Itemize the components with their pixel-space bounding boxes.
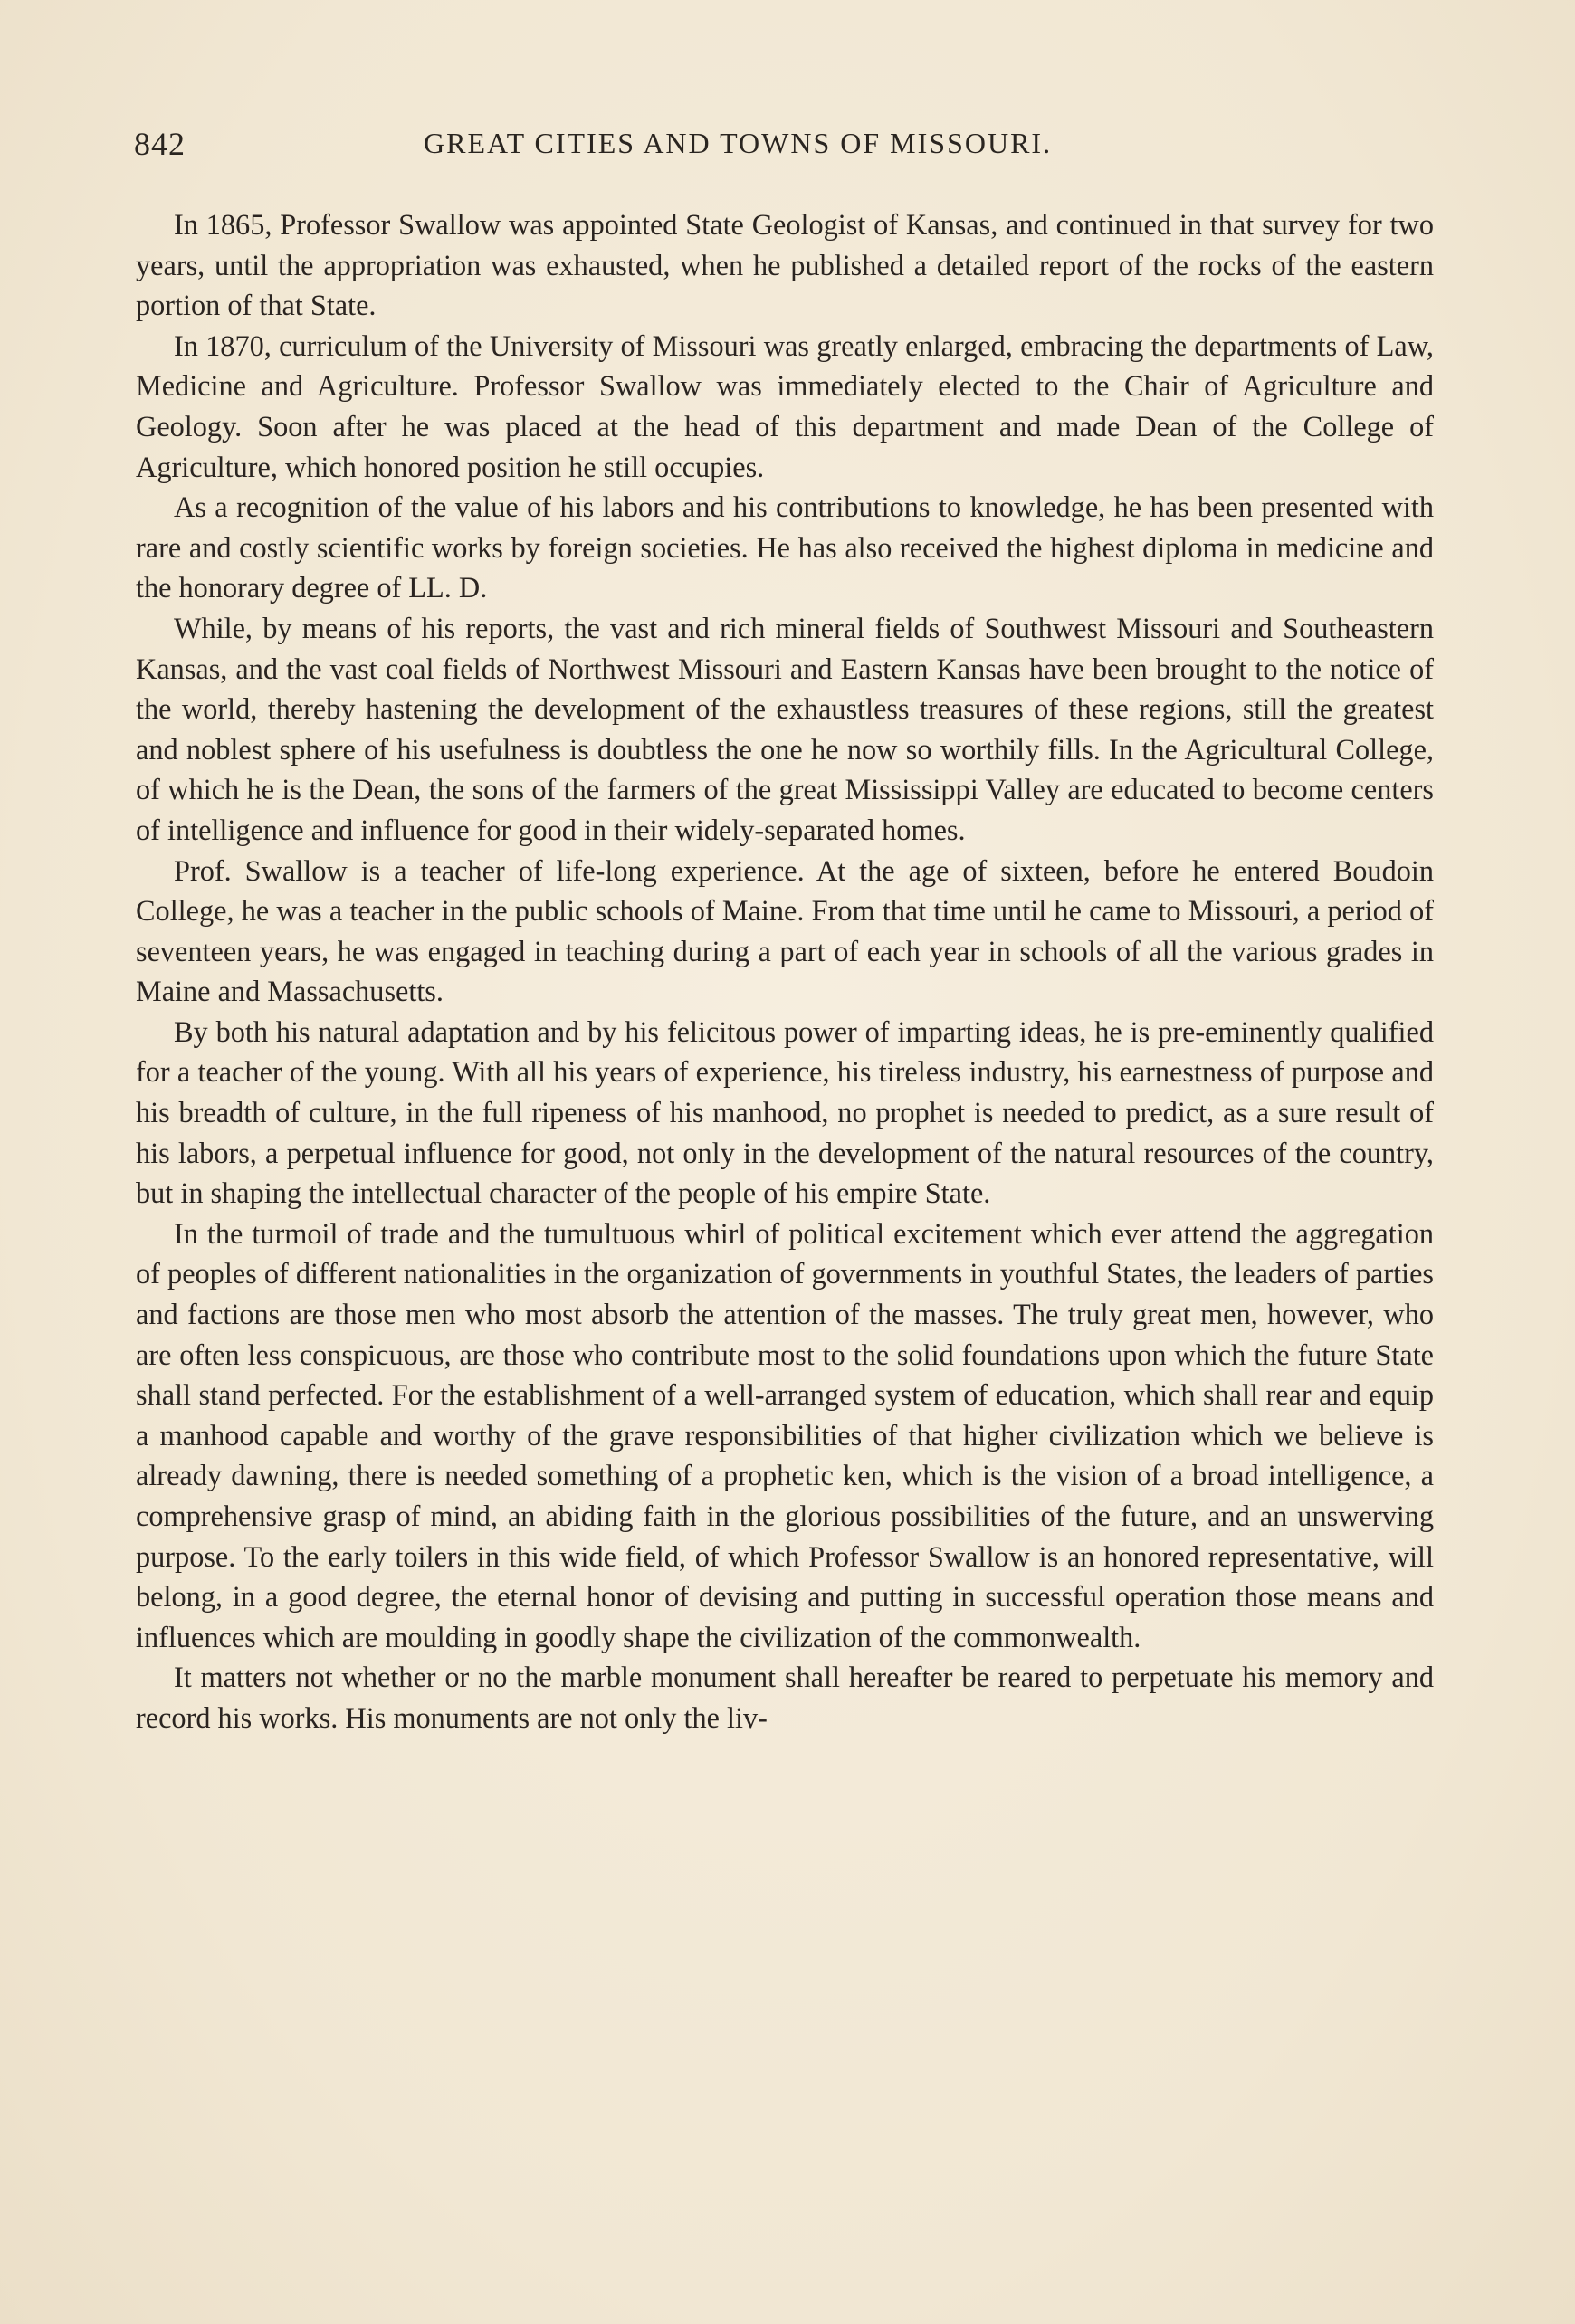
paragraph: While, by means of his reports, the vast and rich mineral fields of Southwest Missouri and Southeastern Kansas, and the vast coal fields of Northwest Missouri and Eastern Kansas have been brought to the notice of the world, thereby hastening the development of the exhaustless treasures of these regions, still the greatest and noblest sphere of his usefulness is doubtless the one he now so worthily fills. In the Agricultural College, of which he is the Dean, the sons of the farmers of the great Mississippi Valley are educated to become centers of intelligence and influence for good in their widely-separated homes. bbox=[136, 611, 1434, 846]
paragraph: It matters not whether or no the marble monument shall hereafter be reared to perpetuate his memory and record his works. His monuments are not only the liv- bbox=[136, 1661, 1434, 1734]
paragraph: By both his natural adaptation and by his felicitous power of imparting ideas, he is pre-eminently qualified for a teacher of the young. With all his years of experience, his tireless industry, his earnestness of purpose and his breadth of culture, in the full ripeness of his manhood, no prophet is needed to predict, as a sure result of his labors, a perpetual influence for good, not only in the development of the natural resources of the country, but in shaping the intellectual character of the people of his empire State. bbox=[136, 1014, 1434, 1210]
page-number: 842 bbox=[134, 126, 186, 162]
paragraph: Prof. Swallow is a teacher of life-long experience. At the age of sixteen, before he entered Boudoin College, he was a teacher in the public schools of Maine. From that time until he came to Missouri, a period of seventeen years, he was engaged in teaching during a part of each year in schools of all the various grades in Maine and Massachusetts. bbox=[136, 853, 1434, 1008]
running-title: GREAT CITIES AND TOWNS OF MISSOURI. bbox=[424, 127, 1053, 159]
paragraph: In 1865, Professor Swallow was appointed State Geologist of Kansas, and continued in that survey for two years, until the appropriation was exhausted, when he published a detailed report of the rocks of the eastern portion of that State. bbox=[136, 208, 1434, 322]
paragraph: In 1870, curriculum of the University of Missouri was greatly enlarged, embracing the departments of Law, Medicine and Agriculture. Professor Swallow was immediately elected to the Chair of Agriculture and Geology. Soon after he was placed at the head of this department and made Dean of the College of Agriculture, which honored position he still occupies. bbox=[136, 329, 1434, 483]
paragraph: As a recognition of the value of his labors and his contributions to knowledge, he has been presented with rare and costly scientific works by foreign societies. He has also received the highest diploma in medicine and the honorary degree of LL. D. bbox=[136, 491, 1434, 605]
body-text bbox=[136, 205, 1434, 1738]
page-header bbox=[134, 125, 1434, 170]
paragraph: In the turmoil of trade and the tumultuous whirl of political excitement which ever attend the aggregation of peoples of different nationalities in the organization of governments in youthful States, the leaders of parties and factions are those men who most absorb the attention of the masses. The truly great men, however, who are often less conspicuous, are those who contribute most to the solid foundations upon which the future State shall stand perfected. For the establishment of a well-arranged system of education, which shall rear and equip a manhood capable and worthy of the grave responsibilities of that higher civilization which we believe is already dawning, there is needed something of a prophetic ken, which is the vision of a broad intelligence, a comprehensive grasp of mind, an abiding faith in the glorious possibilities of the future, and an unswerving purpose. To the early toilers in this wide field, of which Professor Swallow is an honored representative, will belong, in a good degree, the eternal honor of devising and putting in successful operation those means and influences which are moulding in goodly shape the civilization of the commonwealth. bbox=[136, 1216, 1434, 1653]
